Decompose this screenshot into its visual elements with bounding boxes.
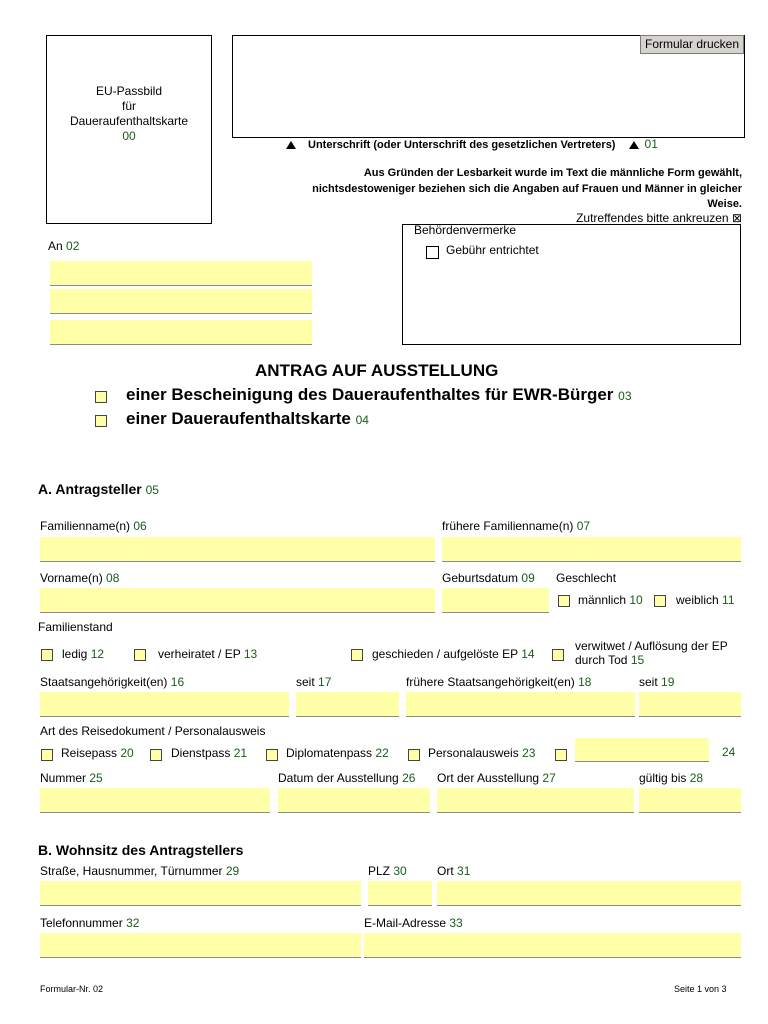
diplomatic-number: 22 — [375, 746, 389, 760]
authority-notes-box — [402, 224, 741, 345]
doc-idcard-checkbox[interactable] — [408, 749, 420, 761]
doc-number-text: Nummer — [40, 771, 87, 785]
firstname-input[interactable] — [40, 588, 435, 613]
male-text: männlich — [578, 593, 627, 607]
signature-text: Unterschrift (oder Unterschrift des gesetzlichen Vertreters) — [308, 139, 616, 151]
surname-input[interactable] — [40, 537, 435, 562]
widowed-line2 — [575, 653, 728, 667]
former-citizenship-label — [406, 675, 591, 689]
doc-idcard-label — [428, 746, 535, 760]
opt-residence-certificate-checkbox[interactable] — [95, 391, 107, 403]
female-number: 11 — [722, 593, 735, 607]
citizenship-label — [40, 675, 184, 689]
idcard-text: Personalausweis — [428, 746, 519, 760]
gender-male-label — [578, 593, 643, 607]
phone-input[interactable] — [40, 933, 361, 958]
issue-place-input[interactable] — [437, 788, 634, 813]
issue-place-label — [437, 771, 556, 785]
doc-passport-checkbox[interactable] — [41, 749, 53, 761]
street-number: 29 — [225, 864, 240, 878]
email-number: 33 — [449, 916, 463, 930]
since2-text: seit — [639, 675, 658, 689]
section-a-text: A. Antragsteller — [38, 481, 142, 497]
former-citizenship-text: frühere Staatsangehörigkeit(en) — [406, 675, 575, 689]
zip-label — [368, 864, 407, 878]
form-number: Formular-Nr. 02 — [40, 984, 104, 994]
notice-line2: nichtsdestoweniger beziehen sich die Angaben auf Frauen und Männer in gleicher — [312, 182, 742, 195]
gender-female-checkbox[interactable] — [654, 595, 666, 607]
street-input[interactable] — [40, 881, 361, 906]
zip-text: PLZ — [368, 864, 391, 878]
street-label — [40, 864, 239, 878]
since2-label — [639, 675, 674, 689]
citizenship-text: Staatsangehörigkeit(en) — [40, 675, 168, 689]
since2-number: 19 — [661, 675, 675, 689]
city-text: Ort — [437, 864, 454, 878]
divorced-text: geschieden / aufgelöste EP — [372, 647, 518, 661]
former-surname-number: 07 — [576, 519, 591, 533]
readability-notice — [312, 166, 742, 213]
widowed-line1: verwitwet / Auflösung der EP — [575, 639, 728, 653]
marital-single-label — [62, 647, 104, 661]
opt-residence-card-label — [126, 409, 369, 429]
doc-number-label — [40, 771, 103, 785]
doc-diplomatic-label — [286, 746, 389, 760]
fee-paid-label: Gebühr entrichtet — [446, 243, 539, 257]
zip-input[interactable] — [368, 881, 432, 906]
city-input[interactable] — [437, 881, 741, 906]
fee-paid-checkbox[interactable] — [426, 246, 439, 259]
diplomatic-text: Diplomatenpass — [286, 746, 373, 760]
valid-until-text: gültig bis — [639, 771, 687, 785]
marital-divorced-label — [372, 647, 535, 661]
opt-residence-card-checkbox[interactable] — [95, 415, 107, 427]
valid-until-label — [639, 771, 703, 785]
issue-place-number: 27 — [542, 771, 556, 785]
email-label — [364, 916, 463, 930]
issue-date-number: 26 — [402, 771, 416, 785]
tick-hint: Zutreffendes bitte ankreuzen ⊠ — [576, 211, 742, 225]
address-line-2[interactable] — [50, 289, 312, 314]
doc-passport-label — [61, 746, 134, 760]
address-line-3[interactable] — [50, 320, 312, 345]
issue-place-text: Ort der Ausstellung — [437, 771, 540, 785]
valid-until-input[interactable] — [639, 788, 741, 813]
doc-diplomatic-checkbox[interactable] — [266, 749, 278, 761]
notice-line1: Aus Gründen der Lesbarkeit wurde im Text die männliche Form gewählt, — [363, 167, 742, 179]
firstname-text: Vorname(n) — [40, 571, 103, 585]
since1-label — [296, 675, 331, 689]
up-arrow-icon — [286, 141, 296, 149]
street-text: Straße, Hausnummer, Türnummer — [40, 864, 223, 878]
section-a-title — [38, 481, 159, 497]
up-arrow-icon — [629, 141, 639, 149]
gender-female-label — [676, 593, 735, 607]
to-label — [48, 239, 79, 253]
issue-date-text: Datum der Ausstellung — [278, 771, 399, 785]
surname-label — [40, 519, 147, 533]
section-b-title: B. Wohnsitz des Antragstellers — [38, 842, 244, 858]
doc-other-number: 24 — [722, 745, 736, 759]
widowed-text2: durch Tod — [575, 653, 628, 667]
doc-service-label — [171, 746, 247, 760]
since1-number: 17 — [318, 675, 332, 689]
email-text: E-Mail-Adresse — [364, 916, 447, 930]
former-citizenship-number: 18 — [578, 675, 592, 689]
marital-married-checkbox[interactable] — [134, 649, 146, 661]
single-number: 12 — [90, 647, 105, 661]
address-line-1[interactable] — [50, 261, 312, 286]
passport-photo-box — [46, 35, 212, 224]
marital-married-label — [158, 647, 257, 661]
former-surname-text: frühere Familienname(n) — [442, 519, 574, 533]
gender-label: Geschlecht — [556, 571, 617, 585]
to-number: 02 — [66, 239, 80, 253]
authority-title: Behördenvermerke — [414, 223, 517, 237]
doc-number-input[interactable] — [40, 788, 270, 813]
birthdate-number: 09 — [521, 571, 535, 585]
marital-divorced-checkbox[interactable] — [351, 649, 363, 661]
married-text: verheiratet / EP — [158, 647, 241, 661]
city-number: 31 — [457, 864, 471, 878]
page-number: Seite 1 von 3 — [674, 984, 727, 994]
opt1-text: einer Bescheinigung des Daueraufenthaltes für EWR-Bürger — [126, 385, 614, 404]
former-citizenship-input[interactable] — [406, 692, 635, 717]
service-text: Dienstpass — [171, 746, 231, 760]
male-number: 10 — [629, 593, 643, 607]
application-title: ANTRAG AUF AUSSTELLUNG — [255, 361, 499, 380]
divorced-number: 14 — [521, 647, 535, 661]
birthdate-text: Geburtsdatum — [442, 571, 519, 585]
firstname-number: 08 — [106, 571, 120, 585]
marital-widowed-label — [575, 639, 728, 667]
birthdate-label — [442, 571, 535, 585]
citizenship-input[interactable] — [40, 692, 289, 717]
doc-other-input[interactable] — [575, 738, 709, 762]
valid-until-number: 28 — [689, 771, 704, 785]
issue-date-input[interactable] — [278, 788, 430, 813]
print-form-button[interactable]: Formular drucken — [640, 35, 744, 54]
photo-line1: EU-Passbild — [95, 84, 163, 98]
photo-line3: Daueraufenthaltskarte — [69, 114, 189, 128]
passport-text: Reisepass — [61, 746, 118, 760]
service-number: 21 — [233, 746, 248, 760]
former-surname-label — [442, 519, 590, 533]
photo-line2: für — [121, 99, 136, 113]
citizenship-number: 16 — [170, 675, 185, 689]
doc-number-num: 25 — [89, 771, 103, 785]
since1-input[interactable] — [296, 692, 399, 717]
since1-text: seit — [296, 675, 315, 689]
doc-service-checkbox[interactable] — [150, 749, 162, 761]
section-a-number: 05 — [145, 483, 159, 497]
surname-text: Familienname(n) — [40, 519, 131, 533]
single-text: ledig — [62, 647, 88, 661]
since2-input[interactable] — [639, 692, 741, 717]
zip-number: 30 — [393, 864, 407, 878]
city-label — [437, 864, 470, 878]
opt2-number: 04 — [355, 413, 369, 427]
idcard-number: 23 — [522, 746, 536, 760]
phone-label — [40, 916, 139, 930]
firstname-label — [40, 571, 119, 585]
email-input[interactable] — [364, 933, 741, 958]
marital-single-checkbox[interactable] — [41, 649, 53, 661]
photo-caption — [47, 84, 211, 144]
issue-date-label — [278, 771, 415, 785]
widowed-number: 15 — [630, 653, 645, 667]
phone-number: 32 — [126, 916, 140, 930]
opt-residence-certificate-label — [126, 385, 632, 405]
female-text: weiblich — [676, 593, 719, 607]
former-surname-input[interactable] — [442, 537, 741, 562]
photo-number: 00 — [122, 129, 136, 143]
doc-other-checkbox[interactable] — [555, 749, 567, 761]
married-number: 13 — [243, 647, 258, 661]
gender-male-checkbox[interactable] — [558, 595, 570, 607]
birthdate-input[interactable] — [442, 588, 549, 613]
opt1-number: 03 — [618, 389, 632, 403]
to-text: An — [48, 239, 63, 253]
passport-number: 20 — [120, 746, 134, 760]
surname-number: 06 — [133, 519, 147, 533]
doc-type-label: Art des Reisedokument / Personalausweis — [40, 724, 266, 738]
signature-label — [286, 137, 658, 151]
notice-line3: Weise. — [707, 198, 742, 210]
marital-status-label: Familienstand — [38, 620, 113, 634]
signature-number: 01 — [644, 137, 658, 151]
marital-widowed-checkbox[interactable] — [552, 649, 564, 661]
opt2-text: einer Daueraufenthaltskarte — [126, 409, 351, 428]
phone-text: Telefonnummer — [40, 916, 123, 930]
